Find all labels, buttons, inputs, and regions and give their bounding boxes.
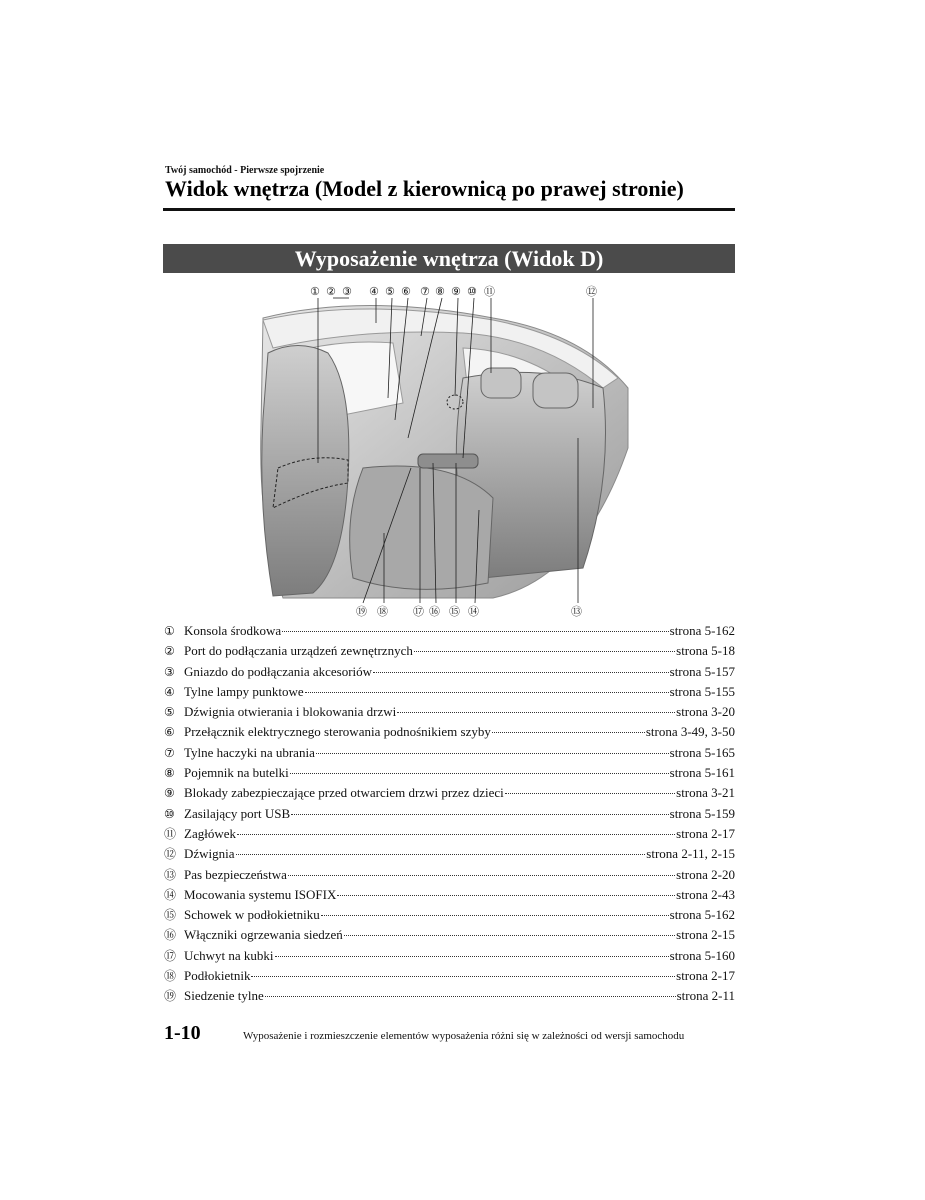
dot-leader — [505, 793, 675, 794]
callout-2: ② — [326, 285, 336, 298]
callout-16: ⑯ — [429, 605, 440, 618]
list-item — [164, 702, 735, 722]
list-item — [164, 925, 735, 945]
callout-19: ⑲ — [356, 605, 367, 618]
interior-illustration — [163, 278, 735, 618]
list-item — [164, 966, 735, 986]
parts-list — [164, 621, 735, 1007]
item-page-ref: strona 5-18 — [676, 643, 735, 659]
item-number: ⑪ — [164, 826, 177, 841]
dot-leader — [291, 814, 668, 815]
callout-15: ⑮ — [449, 605, 460, 618]
item-number: ⑭ — [164, 887, 177, 902]
item-page-ref: strona 2-15 — [676, 927, 735, 943]
item-page-ref: strona 2-17 — [676, 968, 735, 984]
armrest — [418, 454, 478, 468]
callout-1: ① — [310, 285, 320, 298]
item-page-ref: strona 5-160 — [669, 947, 735, 963]
item-number: ③ — [164, 664, 175, 679]
list-item — [164, 844, 735, 864]
item-number: ⑯ — [164, 928, 177, 943]
item-number: ⑩ — [164, 806, 175, 821]
list-item — [164, 905, 735, 925]
item-page-ref: strona 2-20 — [676, 866, 735, 882]
dot-leader — [414, 651, 675, 652]
callout-6: ⑥ — [401, 285, 411, 298]
callout-17: ⑰ — [413, 605, 424, 618]
item-name: Przełącznik elektrycznego sterowania podnośnikiem szyby — [184, 724, 491, 740]
dot-leader — [251, 976, 675, 977]
dot-leader — [337, 895, 675, 896]
callout-14: ⑭ — [468, 605, 479, 618]
item-page-ref: strona 2-11 — [676, 988, 735, 1004]
item-number: ⑧ — [164, 766, 175, 781]
dot-leader — [265, 996, 676, 997]
callout-18: ⑱ — [377, 605, 388, 618]
item-name: Uchwyt na kubki — [184, 947, 274, 963]
callout-8: ⑧ — [435, 285, 445, 298]
list-item — [164, 662, 735, 682]
list-item — [164, 824, 735, 844]
item-number: ⑰ — [164, 948, 177, 963]
item-name: Włączniki ogrzewania siedzeń — [184, 927, 343, 943]
dot-leader — [373, 672, 669, 673]
item-number: ② — [164, 644, 175, 659]
list-item — [164, 946, 735, 966]
item-name: Dźwignia otwierania i blokowania drzwi — [184, 704, 397, 720]
item-number: ⑲ — [164, 989, 177, 1004]
item-name: Konsola środkowa — [184, 623, 282, 638]
rear-seat-cushion — [350, 466, 493, 589]
list-item — [164, 986, 735, 1006]
item-name: Mocowania systemu ISOFIX — [184, 886, 337, 902]
item-name: Podłokietnik — [184, 968, 251, 984]
dot-leader — [290, 773, 669, 774]
item-number: ⑬ — [164, 867, 177, 882]
item-page-ref: strona 3-49, 3-50 — [645, 724, 735, 740]
item-page-ref: strona 2-43 — [676, 886, 735, 902]
item-name: Pojemnik na butelki — [184, 765, 289, 781]
list-item — [164, 621, 735, 641]
item-name: Port do podłączania urządzeń zewnętrznych — [184, 643, 413, 659]
item-number: ④ — [164, 684, 175, 699]
dot-leader — [321, 915, 669, 916]
dot-leader — [288, 875, 675, 876]
item-name: Gniazdo do podłączania akcesoriów — [184, 663, 373, 679]
item-number: ⑦ — [164, 745, 175, 760]
dot-leader — [237, 834, 675, 835]
callout-12: ⑫ — [586, 285, 597, 298]
callout-10: ⑩ — [467, 285, 477, 298]
item-name: Zasilający port USB — [184, 805, 291, 821]
item-number: ⑤ — [164, 705, 175, 720]
list-item — [164, 743, 735, 763]
item-name: Siedzenie tylne — [184, 988, 264, 1004]
list-item — [164, 783, 735, 803]
item-page-ref: strona 3-20 — [676, 704, 735, 720]
title-divider — [163, 208, 735, 211]
dot-leader — [236, 854, 646, 855]
item-page-ref: strona 2-17 — [676, 825, 735, 841]
item-name: Tylne lampy punktowe — [184, 683, 304, 699]
list-item — [164, 682, 735, 702]
item-page-ref: strona 2-11, 2-15 — [646, 846, 735, 862]
dot-leader — [282, 631, 669, 632]
item-page-ref: strona 5-165 — [669, 744, 735, 760]
section-title: Wyposażenie wnętrza (Widok D) — [294, 245, 604, 271]
item-name: Dźwignia — [184, 846, 235, 862]
callout-3: ③ — [342, 285, 352, 298]
item-name: Schowek w podłokietniku — [184, 907, 320, 923]
item-page-ref: strona 5-162 — [669, 623, 735, 638]
breadcrumb: Twój samochód - Pierwsze spojrzenie — [165, 165, 325, 176]
callout-4: ④ — [369, 285, 379, 298]
item-name: Pas bezpieczeństwa — [184, 866, 287, 882]
rear-headrest-left — [481, 368, 521, 398]
dot-leader — [275, 956, 669, 957]
callout-7: ⑦ — [420, 285, 430, 298]
dot-leader — [397, 712, 675, 713]
item-name: Blokady zabezpieczające przed otwarciem drzwi przez dzieci — [184, 785, 504, 801]
page-title: Widok wnętrza (Model z kierownicą po prawej stronie) — [165, 176, 684, 201]
callout-11: ⑪ — [484, 285, 495, 298]
list-item — [164, 722, 735, 742]
section-banner — [163, 244, 735, 273]
item-page-ref: strona 5-162 — [669, 907, 735, 923]
list-item — [164, 763, 735, 783]
dot-leader — [316, 753, 669, 754]
callout-5: ⑤ — [385, 285, 395, 298]
item-number: ⑫ — [164, 847, 177, 862]
list-item — [164, 641, 735, 661]
item-page-ref: strona 5-157 — [669, 663, 735, 679]
callout-9: ⑨ — [451, 285, 461, 298]
item-name: Zagłówek — [184, 825, 236, 841]
item-page-ref: strona 3-21 — [676, 785, 735, 801]
callout-13: ⑬ — [571, 605, 582, 618]
dot-leader — [492, 732, 645, 733]
list-item — [164, 865, 735, 885]
list-item — [164, 885, 735, 905]
item-number: ① — [164, 624, 175, 638]
item-number: ⑨ — [164, 786, 175, 801]
item-number: ⑱ — [164, 969, 177, 984]
list-item — [164, 804, 735, 824]
item-page-ref: strona 5-159 — [669, 805, 735, 821]
dot-leader — [305, 692, 669, 693]
rear-headrest-right — [533, 373, 578, 408]
item-page-ref: strona 5-155 — [669, 683, 735, 699]
item-number: ⑮ — [164, 908, 177, 923]
item-number: ⑥ — [164, 725, 175, 740]
dot-leader — [344, 935, 675, 936]
item-page-ref: strona 5-161 — [669, 765, 735, 781]
item-name: Tylne haczyki na ubrania — [184, 744, 315, 760]
footer-note: Wyposażenie i rozmieszczenie elementów wyposażenia różni się w zależności od wersji samochodu — [243, 1030, 685, 1042]
page-number: 1-10 — [164, 1022, 201, 1044]
rear-seat-illustration — [163, 278, 735, 618]
